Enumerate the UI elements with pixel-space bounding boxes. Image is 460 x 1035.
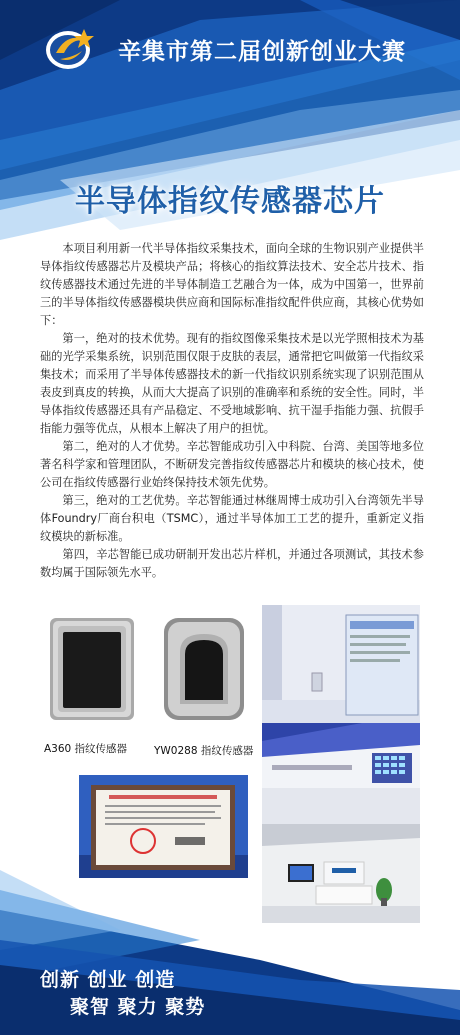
document-title: 半导体指纹传感器芯片 bbox=[75, 184, 385, 219]
intro-paragraph: 本项目利用新一代半导体指纹采集技术，面向全球的生物识别产业提供半导体指纹传感器芯片及模块产品；将核心的指纹算法技术、安全芯片技术、指纹传感器技术通过先进的半导体制造工艺融合为一体，成为中国第一，世界前三的半导体指纹传感器模块供应商和国际标准指纹配件供应商，其核心优势如下： bbox=[40, 242, 424, 327]
event-title: 辛集市第二届创新创业大赛 bbox=[118, 39, 406, 65]
technology-advantage-paragraph: 第一，绝对的技术优势。现有的指纹图像采集技术是以光学照相技术为基础的光学采集系统，识别范围仅限于皮肤的表层，通常把它叫做第一代指纹采集技术；而采用了半导体传感器技术的新一代指纹识别系统实现了识别范围从表皮到真皮的转换，从而大大提高了识别的准确率和系统的安全性。同时，半导体指纹传感器还具有产品稳定、不受地域影响、抗干湿手指能力强、抗假手指能力强等优点，从根本上解决了用户的担忧。 bbox=[40, 332, 424, 435]
office-board-photo bbox=[262, 605, 420, 723]
a360-caption: A360 指纹传感器 bbox=[44, 743, 128, 755]
showroom-photo bbox=[262, 723, 420, 824]
process-advantage-paragraph: 第三，绝对的工艺优势。辛芯智能通过林继周博士成功引入台湾领先半导体Foundry厂商台积电（TSMC），通过半导体加工工艺的提升，重新定义指纹模块的新标准。 bbox=[40, 494, 424, 543]
certificate-photo bbox=[79, 775, 248, 878]
talent-advantage-paragraph: 第二，绝对的人才优势。辛芯智能成功引入中科院、台湾、美国等地多位著名科学家和管理团队，不断研发完善指纹传感器芯片和模块的核心技术，使公司在指纹传感器行业始终保持技术领先优势。 bbox=[40, 440, 424, 489]
footer-background bbox=[0, 870, 460, 1035]
yw0288-caption: YW0288 指纹传感器 bbox=[154, 745, 254, 757]
event-logo-icon bbox=[42, 23, 98, 73]
document-body bbox=[40, 240, 424, 582]
slogan-line-2: 聚智 聚力 聚势 bbox=[70, 996, 206, 1018]
slogan-line-1: 创新 创业 创造 bbox=[40, 969, 176, 991]
yw0288-sensor-photo bbox=[158, 612, 250, 726]
a360-sensor-photo bbox=[44, 612, 140, 726]
prototype-paragraph: 第四，辛芯智能已成功研制开发出芯片样机，并通过各项测试，其技术参数均属于国际领先水平。 bbox=[40, 548, 424, 579]
